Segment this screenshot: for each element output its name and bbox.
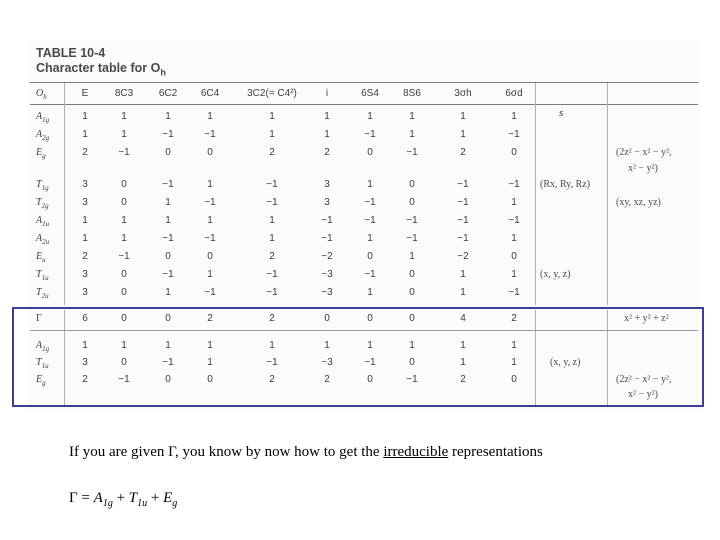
irrep-label: $T_{2g}$ [36, 197, 49, 210]
character-value: 1 [165, 215, 171, 226]
decomp-character: 0 [511, 374, 517, 385]
decomp-character: 1 [82, 340, 88, 351]
table-col-divider [535, 83, 536, 305]
character-value: 1 [82, 111, 88, 122]
gamma-character: 0 [409, 313, 415, 324]
character-value: −1 [266, 269, 278, 280]
decomp-irrep-label: $T_{1u}$ [36, 357, 49, 370]
decomp-character: 2 [460, 374, 466, 385]
character-value: −1 [204, 287, 216, 298]
character-value: −1 [204, 233, 216, 244]
character-value: 2 [324, 147, 330, 158]
character-value: −1 [266, 287, 278, 298]
character-value: 1 [367, 111, 373, 122]
character-value: 0 [367, 147, 373, 158]
character-value: 1 [207, 179, 213, 190]
table-title: TABLE 10-4 [36, 46, 106, 60]
irrep-label: $A_{1g}$ [36, 111, 50, 124]
character-value: 1 [165, 287, 171, 298]
character-value: 1 [367, 233, 373, 244]
linear-basis: (Rx, Ry, Rz) [540, 179, 591, 190]
character-value: 0 [121, 179, 127, 190]
character-value: 1 [460, 287, 466, 298]
irrep-label: $E_g$ [36, 147, 46, 160]
character-value: −1 [266, 179, 278, 190]
decomp-character: 1 [121, 340, 127, 351]
character-value: 0 [409, 269, 415, 280]
decomp-character: 0 [367, 374, 373, 385]
character-value: −1 [162, 179, 174, 190]
gamma-basis: x² + y² + z² [624, 313, 669, 324]
decomp-character: 0 [207, 374, 213, 385]
decomp-character: 2 [82, 374, 88, 385]
character-value: −1 [162, 233, 174, 244]
class-header: 6C4 [200, 88, 220, 99]
character-value: 3 [324, 179, 330, 190]
table-header-rule [30, 104, 698, 105]
irrep-label: $A_{2u}$ [36, 233, 50, 246]
character-value: −1 [406, 215, 418, 226]
character-value: 1 [409, 111, 415, 122]
character-value: 1 [367, 287, 373, 298]
character-value: 3 [82, 269, 88, 280]
decomp-linear-basis: (x, y, z) [550, 357, 581, 368]
decomp-irrep-label: $E_g$ [36, 374, 46, 387]
decomposition-equation [69, 490, 177, 509]
character-value: 0 [367, 251, 373, 262]
character-value: 0 [409, 287, 415, 298]
character-value: 3 [82, 179, 88, 190]
character-value: 1 [82, 129, 88, 140]
decomp-character: −1 [266, 357, 278, 368]
character-value: −1 [364, 129, 376, 140]
gamma-character: 6 [82, 313, 88, 324]
character-value: 3 [324, 197, 330, 208]
irrep-label: $T_{1g}$ [36, 179, 49, 192]
decomp-character: 0 [121, 357, 127, 368]
class-header: 8S6 [403, 88, 421, 99]
character-value: 3 [82, 287, 88, 298]
gamma-character: 0 [367, 313, 373, 324]
character-value: −1 [508, 287, 520, 298]
irrep-label: $A_{2g}$ [36, 129, 50, 142]
character-value: −1 [457, 215, 469, 226]
decomp-character: 2 [269, 374, 275, 385]
character-value: −1 [457, 233, 469, 244]
character-value: 2 [82, 251, 88, 262]
decomp-quadratic-basis-cont: x² − y²) [628, 389, 658, 400]
character-value: 1 [409, 129, 415, 140]
character-value: −1 [508, 129, 520, 140]
character-value: 1 [269, 215, 275, 226]
decomp-character: 1 [460, 340, 466, 351]
linear-basis: (x, y, z) [540, 269, 571, 280]
character-value: −3 [321, 269, 333, 280]
character-value: −1 [162, 129, 174, 140]
character-value: 1 [207, 111, 213, 122]
character-value: 1 [269, 233, 275, 244]
decomp-character: 0 [409, 357, 415, 368]
class-header: 6C2 [158, 88, 178, 99]
character-value: −1 [457, 179, 469, 190]
character-value: 1 [324, 111, 330, 122]
character-value: 1 [511, 197, 517, 208]
character-value: 0 [409, 179, 415, 190]
decomp-character: 1 [207, 357, 213, 368]
character-value: −1 [508, 215, 520, 226]
decomp-character: 1 [269, 340, 275, 351]
character-value: −1 [118, 251, 130, 262]
gamma-label: Γ [36, 313, 42, 324]
decomp-character: −1 [118, 374, 130, 385]
gamma-character: 2 [269, 313, 275, 324]
character-value: 0 [511, 251, 517, 262]
decomp-character: 1 [367, 340, 373, 351]
quadratic-basis: (2z² − x² − y², [616, 147, 672, 158]
character-value: 0 [207, 251, 213, 262]
character-value: 1 [324, 129, 330, 140]
decomp-character: 3 [82, 357, 88, 368]
decomp-character: 0 [165, 374, 171, 385]
character-value: 1 [511, 269, 517, 280]
class-header: 6σd [505, 88, 523, 99]
group-symbol: $O_h$ [36, 88, 47, 101]
irrep-label: $T_{2u}$ [36, 287, 49, 300]
character-value: 1 [367, 179, 373, 190]
character-value: 0 [121, 197, 127, 208]
decomp-character: 1 [207, 340, 213, 351]
character-value: 3 [82, 197, 88, 208]
annotation-s: s [559, 107, 564, 119]
character-value: 1 [121, 111, 127, 122]
character-value: 2 [269, 251, 275, 262]
character-value: 2 [460, 147, 466, 158]
character-value: 1 [460, 269, 466, 280]
table-col-divider [607, 83, 608, 305]
character-value: −1 [162, 269, 174, 280]
irrep-label: $T_{1u}$ [36, 269, 49, 282]
gamma-character: 0 [324, 313, 330, 324]
character-value: 2 [82, 147, 88, 158]
irrep-label: $E_u$ [36, 251, 46, 264]
character-value: −2 [321, 251, 333, 262]
explanation-sentence: If you are given Γ, you know by now how to get the irreducible representations [69, 444, 543, 460]
decomp-character: 1 [165, 340, 171, 351]
character-value: −1 [321, 215, 333, 226]
character-value: 0 [511, 147, 517, 158]
table-col-divider [64, 83, 65, 305]
decomp-character: 1 [324, 340, 330, 351]
character-value: −1 [266, 197, 278, 208]
character-value: 1 [82, 233, 88, 244]
character-value: −1 [321, 233, 333, 244]
decomp-quadratic-basis: (2z² − x² − y², [616, 374, 672, 385]
character-value: 1 [82, 215, 88, 226]
character-value: 1 [511, 111, 517, 122]
quadratic-basis-cont: x² − y²) [628, 163, 658, 174]
table-top-rule [30, 82, 698, 83]
gamma-character: 2 [207, 313, 213, 324]
decomp-character: −1 [364, 357, 376, 368]
character-value: −3 [321, 287, 333, 298]
quadratic-basis: (xy, xz, yz) [616, 197, 661, 208]
class-header: E [81, 88, 89, 99]
gamma-character: 4 [460, 313, 466, 324]
character-value: −1 [508, 179, 520, 190]
underlined-word: irreducible [383, 444, 449, 460]
character-value: 0 [409, 197, 415, 208]
character-value: 1 [409, 251, 415, 262]
character-value: 1 [165, 111, 171, 122]
decomp-character: −1 [162, 357, 174, 368]
class-header: i [325, 88, 329, 99]
character-value: 1 [460, 129, 466, 140]
character-value: −1 [457, 197, 469, 208]
table-subtitle: Character table for $O_h$ [36, 61, 166, 78]
decomp-character: 1 [409, 340, 415, 351]
character-value: 1 [269, 129, 275, 140]
character-value: 0 [165, 251, 171, 262]
character-value: 0 [121, 287, 127, 298]
class-header: 3C2(= C4²) [247, 88, 297, 99]
gamma-character: 0 [165, 313, 171, 324]
character-value: −2 [457, 251, 469, 262]
character-value: −1 [364, 197, 376, 208]
character-value: 1 [165, 197, 171, 208]
character-value: 1 [460, 111, 466, 122]
character-value: 0 [121, 269, 127, 280]
character-value: 1 [207, 269, 213, 280]
character-value: −1 [364, 215, 376, 226]
class-header: 8C3 [114, 88, 134, 99]
character-value: 1 [121, 129, 127, 140]
decomp-character: 2 [324, 374, 330, 385]
highlight-frame [12, 307, 704, 407]
character-value: 1 [121, 233, 127, 244]
decomp-character: 1 [511, 357, 517, 368]
decomp-character: 1 [460, 357, 466, 368]
character-value: 1 [121, 215, 127, 226]
decomp-character: −1 [406, 374, 418, 385]
equation-rendered: $\Gamma = A_{1g} + T_{1u} + E_g$ [69, 490, 178, 509]
irrep-label: $A_{1u}$ [36, 215, 50, 228]
character-value: 1 [511, 233, 517, 244]
character-value: −1 [204, 129, 216, 140]
character-value: 1 [269, 111, 275, 122]
gamma-character: 0 [121, 313, 127, 324]
character-value: −1 [204, 197, 216, 208]
decomp-character: 1 [511, 340, 517, 351]
character-value: 1 [207, 215, 213, 226]
character-value: 0 [165, 147, 171, 158]
class-header: 6S4 [361, 88, 379, 99]
class-header: 3σh [454, 88, 472, 99]
character-value: −1 [406, 147, 418, 158]
gamma-character: 2 [511, 313, 517, 324]
character-value: −1 [364, 269, 376, 280]
character-value: 2 [269, 147, 275, 158]
decomp-irrep-label: $A_{1g}$ [36, 340, 50, 353]
character-value: −1 [118, 147, 130, 158]
character-value: 0 [207, 147, 213, 158]
decomp-character: −3 [321, 357, 333, 368]
character-value: −1 [406, 233, 418, 244]
